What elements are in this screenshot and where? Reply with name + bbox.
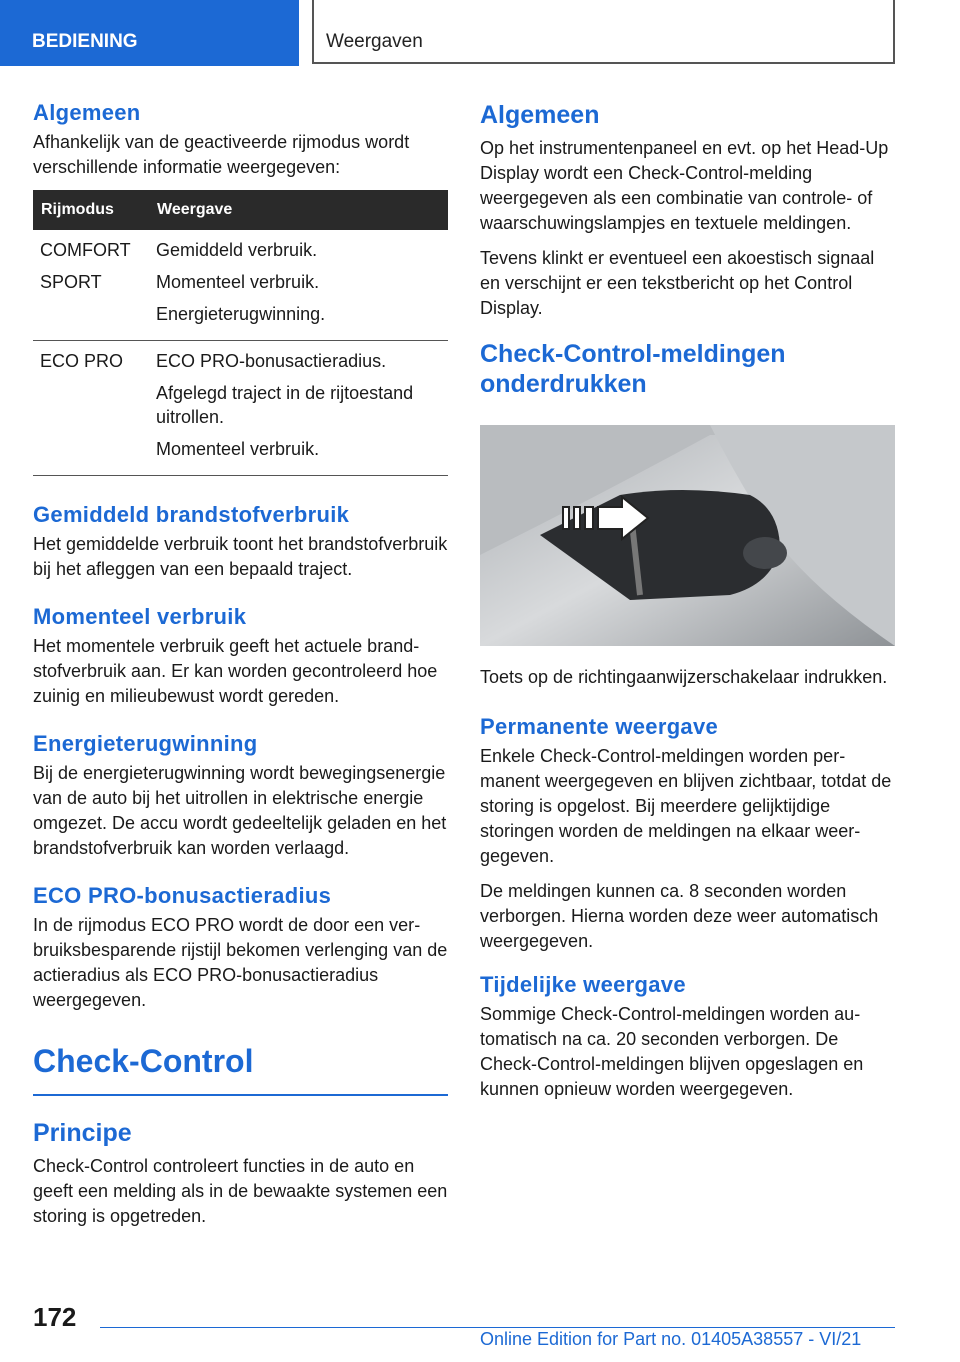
display-cell — [156, 349, 448, 469]
energieterugwinning-text: Bij de energieterugwinning wordt bewegingsenergie van de auto bij het uitrollen in elektrische energie omgezet. De accu wordt gedeeltelijk geladen en het brandstofverbruik kan worden verlaagd. — [33, 763, 447, 858]
table-row — [33, 341, 448, 476]
heading-algemeen: Algemeen — [33, 100, 141, 125]
edition-text: Online Edition for Part no. 01405A38557 - VI/21 — [480, 1329, 862, 1349]
heading-principe: Principe — [33, 1119, 132, 1147]
heading-energieterugwinning: Energieterugwinning — [33, 731, 258, 756]
right-column — [480, 100, 895, 1112]
display-cell — [156, 238, 448, 334]
stalk-end-knob — [743, 537, 787, 569]
algemeen-text: Afhankelijk van de geactiveerde rijmodus wordt verschillende informatie weergegeven: — [33, 132, 410, 177]
section-tab: BEDIENING — [0, 0, 299, 66]
mode-eco-pro: ECO PRO — [40, 351, 124, 371]
col-header-weergave: Weergave — [157, 201, 233, 218]
table-row — [33, 230, 448, 341]
permanente-p2: De meldingen kunnen ca. 8 seconden worden verborgen. Hierna worden deze weer automatisch weergegeven. — [480, 881, 879, 951]
heading-eco-pro: ECO PRO-bonusactieradius — [33, 883, 332, 908]
algemeen-right-p1: Op het instrumentenpaneel en evt. op het Head-Up Display wordt een Check-Control-melding weergegeven als een combinatie van controle- of waarschuwingslampjes en textuele meldingen. — [480, 138, 889, 233]
heading-rule — [33, 1094, 448, 1096]
display-item: Gemiddeld verbruik. — [156, 240, 318, 260]
footer-rule — [100, 1327, 895, 1328]
table-header — [33, 190, 448, 230]
rijmodus-table — [33, 190, 448, 476]
tijdelijke-text: Sommige Check-Control-meldingen worden automatisch na ca. 20 seconden verborgen. De Check-Control-meldingen blijven opgeslagen en kunnen opnieuw worden weergegeven. — [480, 1004, 864, 1099]
mode-comfort: COMFORT — [40, 240, 131, 260]
display-item: Momenteel verbruik. — [156, 439, 320, 459]
heading-tijdelijke: Tijdelijke weergave — [480, 972, 686, 997]
col-header-rijmodus: Rijmodus — [41, 201, 114, 218]
display-item: Momenteel verbruik. — [156, 272, 320, 292]
mode-cell — [33, 349, 156, 469]
principe-text: Check-Control controleert functies in de auto en geeft een melding als in de bewaakte systemen een storing is opgetreden. — [33, 1156, 448, 1226]
display-item: ECO PRO-bonusactieradius. — [156, 351, 387, 371]
chapter-tab: Weergaven — [312, 0, 895, 64]
display-item: Energieterugwinning. — [156, 304, 326, 324]
momenteel-text: Het momentele verbruik geeft het actuele brandstofverbruik aan. Er kan worden gecontroleerd hoe zuinig en milieubewust wordt gereden. — [33, 636, 438, 706]
algemeen-right-p2: Tevens klinkt er eventueel een akoestisch signaal en verschijnt er een tekstbericht op het Control Display. — [480, 248, 875, 318]
heading-gemiddeld: Gemiddeld brandstofverbruik — [33, 502, 350, 527]
mode-cell — [33, 238, 156, 334]
heading-check-control: Check-Control — [33, 1043, 254, 1079]
mode-sport: SPORT — [40, 272, 102, 292]
heading-onderdrukken: Check-Control-meldingen onderdrukken — [480, 340, 786, 398]
heading-permanente: Permanente weergave — [480, 714, 719, 739]
eco-pro-text: In de rijmodus ECO PRO wordt de door een verbruiksbesparende rijstijl bekomen verlenging van de actieradius als ECO PRO-bonusactieradius weergegeven. — [33, 915, 448, 1010]
heading-algemeen-right: Algemeen — [480, 101, 600, 129]
left-column — [33, 100, 448, 1239]
display-item: Afgelegd traject in de rijtoestand uitrollen. — [156, 383, 414, 427]
heading-momenteel: Momenteel verbruik — [33, 604, 247, 629]
image-caption: Toets op de richtingaanwijzerschakelaar indrukken. — [480, 667, 888, 687]
page-number: 172 — [33, 1302, 77, 1332]
page-header — [0, 0, 960, 66]
turn-signal-stalk-image — [480, 425, 895, 646]
permanente-p1: Enkele Check-Control-meldingen worden permanent weergegeven en blijven zichtbaar, totdat de storing is opgelost. Bij meerdere gelijktijdige storingen worden de meldingen na elkaar weergegeven. — [480, 746, 892, 866]
gemiddeld-text: Het gemiddelde verbruik toont het brandstofverbruik bij het afleggen van een bepaald traject. — [33, 534, 448, 579]
